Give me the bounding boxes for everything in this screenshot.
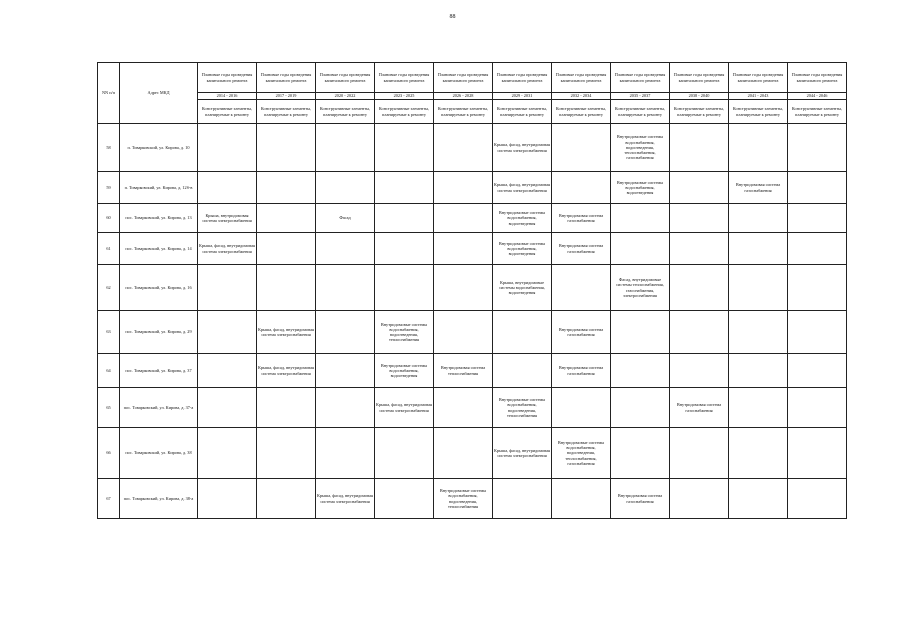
planned-works-cell [788, 124, 847, 172]
row-number: 65 [98, 388, 120, 428]
planned-works-cell [611, 428, 670, 479]
header-period-label: Плановые годы проведения капитального ремонта [316, 63, 375, 93]
header-elements-label: Конструктивные элементы, планируемые к ремонту [375, 100, 434, 124]
planned-works-cell [788, 233, 847, 265]
row-address: пос. Товарковский, ул. Кирова, д. 16 [120, 265, 198, 311]
header-period-label: Плановые годы проведения капитального ремонта [257, 63, 316, 93]
planned-works-cell [611, 354, 670, 388]
row-address: п. Товарковский, ул. Кирова, д. 10 [120, 124, 198, 172]
planned-works-cell [670, 124, 729, 172]
planned-works-cell [198, 124, 257, 172]
planned-works-cell [198, 479, 257, 519]
header-elements-label: Конструктивные элементы, планируемые к ремонту [434, 100, 493, 124]
planned-works-cell [375, 233, 434, 265]
planned-works-cell [257, 428, 316, 479]
header-period-label: Плановые годы проведения капитального ремонта [552, 63, 611, 93]
table-row [98, 354, 847, 388]
planned-works-cell [611, 388, 670, 428]
header-period-years: 2029 - 2031 [493, 93, 552, 100]
planned-works-cell: Внутридомовые системы водоснабжения, водоотведения [493, 233, 552, 265]
planned-works-cell: Крыша, внутридомовая система электроснабжения [198, 204, 257, 233]
planned-works-cell [788, 354, 847, 388]
header-num-column: NN п/п [98, 63, 120, 124]
row-address: пос. Товарковский, ул. Кирова, д. 38-а [120, 479, 198, 519]
planned-works-cell: Внутридомовые системы водоснабжения, водоотведения, теплоснабжения [434, 479, 493, 519]
planned-works-cell: Внутридомовая система газоснабжения [552, 354, 611, 388]
planned-works-cell [788, 172, 847, 204]
row-address: пос. Товарковский, ул. Кирова, д. 37 [120, 354, 198, 388]
header-elements-label: Конструктивные элементы, планируемые к ремонту [552, 100, 611, 124]
planned-works-cell [729, 388, 788, 428]
planned-works-cell [375, 124, 434, 172]
planned-works-cell [198, 172, 257, 204]
planned-works-cell [729, 428, 788, 479]
planned-works-cell: Фасад [316, 204, 375, 233]
planned-works-cell: Фасад, внутридомовые системы теплоснабжения, газоснабжения, электроснабжения [611, 265, 670, 311]
planned-works-cell [611, 233, 670, 265]
planned-works-cell [434, 204, 493, 233]
planned-works-cell [257, 479, 316, 519]
header-period-label: Плановые годы проведения капитального ремонта [375, 63, 434, 93]
row-number: 63 [98, 311, 120, 354]
table-row [98, 124, 847, 172]
planned-works-cell [375, 428, 434, 479]
planned-works-cell [257, 388, 316, 428]
planned-works-cell [552, 388, 611, 428]
planned-works-cell [434, 124, 493, 172]
planned-works-cell [788, 388, 847, 428]
row-number: 61 [98, 233, 120, 265]
planned-works-cell [788, 428, 847, 479]
row-number: 62 [98, 265, 120, 311]
planned-works-cell [611, 311, 670, 354]
table-row [98, 172, 847, 204]
planned-works-cell [198, 354, 257, 388]
planned-works-cell [375, 479, 434, 519]
page-number: 88 [449, 14, 456, 20]
header-elements-label: Конструктивные элементы, планируемые к ремонту [670, 100, 729, 124]
row-number: 60 [98, 204, 120, 233]
header-elements-label: Конструктивные элементы, планируемые к ремонту [316, 100, 375, 124]
planned-works-cell [198, 265, 257, 311]
header-period-years: 2035 - 2037 [611, 93, 670, 100]
planned-works-cell [729, 124, 788, 172]
row-address: пос. Товарковский, ул. Кирова, д. 14 [120, 233, 198, 265]
planned-works-cell [552, 172, 611, 204]
planned-works-cell [788, 479, 847, 519]
planned-works-cell [434, 233, 493, 265]
planned-works-cell: Крыша, фасад, внутридомовая система электроснабжения [257, 354, 316, 388]
planned-works-cell: Внутридомовые системы водоснабжения, водоотведения, теплоснабжения [375, 311, 434, 354]
header-elements-label: Конструктивные элементы, планируемые к ремонту [493, 100, 552, 124]
header-period-label: Плановые годы проведения капитального ремонта [788, 63, 847, 93]
header-period-label: Плановые годы проведения капитального ремонта [729, 63, 788, 93]
planned-works-cell [670, 233, 729, 265]
header-period-label: Плановые годы проведения капитального ремонта [493, 63, 552, 93]
header-period-label: Плановые годы проведения капитального ремонта [670, 63, 729, 93]
planned-works-cell [316, 354, 375, 388]
row-address: пос. Товарковский, ул. Кирова, д. 13 [120, 204, 198, 233]
planned-works-cell: Внутридомовая система газоснабжения [552, 204, 611, 233]
planned-works-cell [729, 204, 788, 233]
planned-works-cell: Крыша, фасад, внутридомовая система электроснабжения [493, 428, 552, 479]
planned-works-cell [670, 428, 729, 479]
header-elements-label: Конструктивные элементы, планируемые к ремонту [729, 100, 788, 124]
planned-works-cell [729, 233, 788, 265]
header-period-years: 2026 - 2028 [434, 93, 493, 100]
table-row [98, 265, 847, 311]
planned-works-cell [788, 204, 847, 233]
planned-works-cell [493, 311, 552, 354]
planned-works-cell [316, 233, 375, 265]
planned-works-cell [670, 204, 729, 233]
header-elements-label: Конструктивные элементы, планируемые к ремонту [611, 100, 670, 124]
planned-works-cell [670, 265, 729, 311]
planned-works-cell [316, 388, 375, 428]
planned-works-cell [670, 479, 729, 519]
row-number: 59 [98, 172, 120, 204]
planned-works-cell [434, 172, 493, 204]
row-address: пос. Товарковский, ул. Кирова, д. 37-а [120, 388, 198, 428]
planned-works-cell [434, 428, 493, 479]
planned-works-cell [434, 311, 493, 354]
planned-works-cell: Внутридомовые системы водоснабжения, водоотведения [611, 172, 670, 204]
planned-works-cell [670, 172, 729, 204]
planned-works-cell [729, 479, 788, 519]
table-row [98, 388, 847, 428]
planned-works-cell: Внутридомовые системы водоснабжения, водоотведения, теплоснабжения, газоснабжения [552, 428, 611, 479]
planned-works-cell [434, 388, 493, 428]
header-period-label: Плановые годы проведения капитального ремонта [434, 63, 493, 93]
header-period-years: 2041 - 2043 [729, 93, 788, 100]
planned-works-cell: Внутридомовая система газоснабжения [729, 172, 788, 204]
planned-works-cell [670, 311, 729, 354]
planned-works-cell [316, 124, 375, 172]
header-elements-label: Конструктивные элементы, планируемые к ремонту [788, 100, 847, 124]
planned-works-cell [788, 265, 847, 311]
header-period-years: 2038 - 2040 [670, 93, 729, 100]
planned-works-cell: Внутридомовые системы водоснабжения, водоотведения, теплоснабжения, газоснабжения [611, 124, 670, 172]
planned-works-cell: Крыша, фасад, внутридомовая система электроснабжения [375, 388, 434, 428]
header-elements-label: Конструктивные элементы, планируемые к ремонту [198, 100, 257, 124]
planned-works-cell: Внутридомовая система газоснабжения [611, 479, 670, 519]
planned-works-cell: Внутридомовые системы водоснабжения, водоотведения [493, 204, 552, 233]
planned-works-cell [316, 311, 375, 354]
row-number: 66 [98, 428, 120, 479]
planned-works-cell: Внутридомовая система газоснабжения [552, 233, 611, 265]
planned-works-cell: Внутридомовые системы водоснабжения, водоотведения, теплоснабжения [493, 388, 552, 428]
header-period-years: 2014 - 2016 [198, 93, 257, 100]
row-number: 67 [98, 479, 120, 519]
header-period-years: 2044 - 2046 [788, 93, 847, 100]
header-address-column: Адрес МКД [120, 63, 198, 124]
planned-works-cell [375, 204, 434, 233]
table-row [98, 204, 847, 233]
planned-works-cell [552, 265, 611, 311]
planned-works-cell [552, 124, 611, 172]
planned-works-cell [375, 265, 434, 311]
header-period-years: 2017 - 2019 [257, 93, 316, 100]
planned-works-cell: Внутридомовая система газоснабжения [670, 388, 729, 428]
table-row [98, 311, 847, 354]
planned-works-cell [257, 233, 316, 265]
table-row [98, 233, 847, 265]
planned-works-cell: Крыша, внутридомовые системы водоснабжения, водоотведения [493, 265, 552, 311]
planned-works-cell [198, 388, 257, 428]
planned-works-cell: Крыша, фасад, внутридомовая система электроснабжения [198, 233, 257, 265]
header-elements-label: Конструктивные элементы, планируемые к ремонту [257, 100, 316, 124]
planned-works-cell [257, 204, 316, 233]
planned-works-cell [257, 124, 316, 172]
planned-works-cell: Крыша, фасад, внутридомовая система электроснабжения [493, 172, 552, 204]
planned-works-cell [375, 172, 434, 204]
planned-works-cell: Крыша, фасад, внутридомовая система электроснабжения [316, 479, 375, 519]
header-period-label: Плановые годы проведения капитального ремонта [611, 63, 670, 93]
table-row [98, 428, 847, 479]
planned-works-cell [729, 265, 788, 311]
planned-works-cell [257, 265, 316, 311]
header-period-years: 2032 - 2034 [552, 93, 611, 100]
planned-works-cell [493, 354, 552, 388]
planned-works-cell [316, 428, 375, 479]
planned-works-cell: Крыша, фасад, внутридомовая система электроснабжения [493, 124, 552, 172]
header-period-label: Плановые годы проведения капитального ремонта [198, 63, 257, 93]
planned-works-cell [316, 265, 375, 311]
header-period-years: 2020 - 2022 [316, 93, 375, 100]
planned-works-cell [552, 479, 611, 519]
planned-works-cell: Внутридомовая система теплоснабжения [434, 354, 493, 388]
row-number: 64 [98, 354, 120, 388]
table-row [98, 479, 847, 519]
planned-works-cell: Внутридомовая система газоснабжения [552, 311, 611, 354]
row-address: пос. Товарковский, ул. Кирова, д. 29 [120, 311, 198, 354]
header-period-years: 2023 - 2025 [375, 93, 434, 100]
row-address: п. Товарковский, ул. Кирова, д. 12б-в [120, 172, 198, 204]
planned-works-cell: Крыша, фасад, внутридомовая система электроснабжения [257, 311, 316, 354]
planned-works-cell [670, 354, 729, 388]
row-address: пос. Товарковский, ул. Кирова, д. 38 [120, 428, 198, 479]
planned-works-cell [788, 311, 847, 354]
planned-works-cell [198, 428, 257, 479]
planned-works-cell [493, 479, 552, 519]
planned-works-cell [611, 204, 670, 233]
planned-works-cell [729, 354, 788, 388]
planned-works-cell [316, 172, 375, 204]
planned-works-cell: Внутридомовые системы водоснабжения, водоотведения [375, 354, 434, 388]
capital-repair-plan-table [97, 62, 847, 519]
planned-works-cell [257, 172, 316, 204]
planned-works-cell [434, 265, 493, 311]
row-number: 58 [98, 124, 120, 172]
planned-works-cell [729, 311, 788, 354]
planned-works-cell [198, 311, 257, 354]
